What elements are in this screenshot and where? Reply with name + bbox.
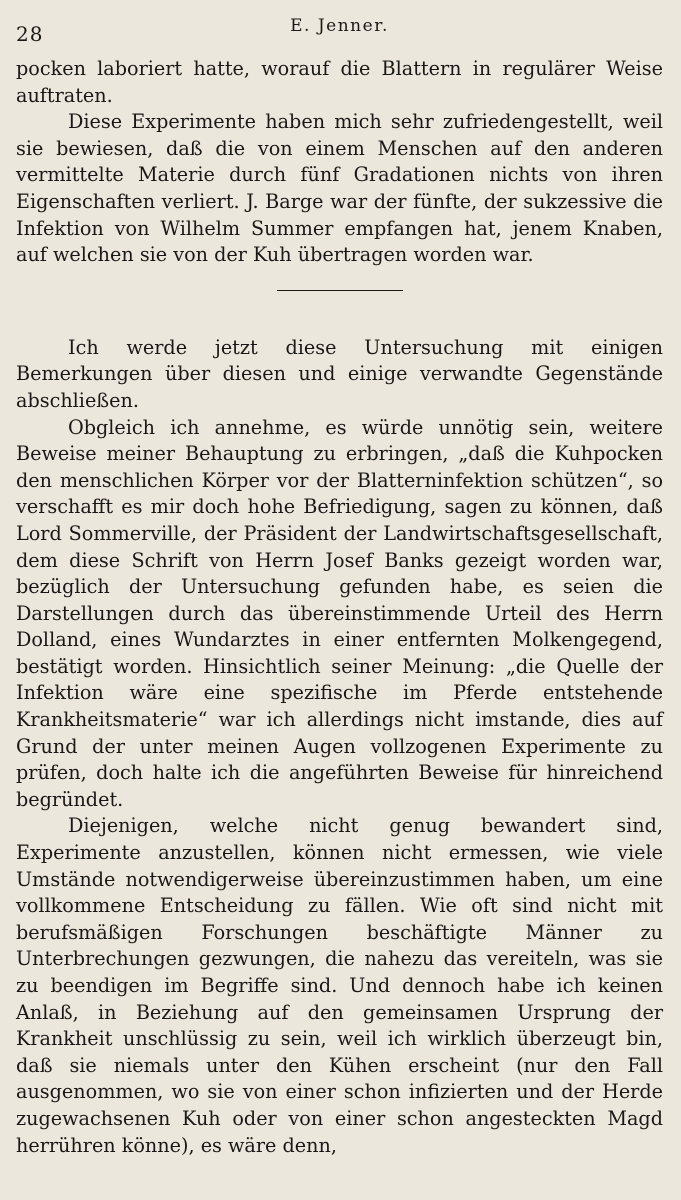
page-body (16, 56, 663, 1159)
paragraph: Ich werde jetzt diese Untersuchung mit einigen Bemerkungen über diesen und einige verwandte Gegenstände abschließen. (16, 335, 663, 412)
section-divider (277, 290, 403, 291)
page-header (16, 16, 663, 56)
paragraph-continuation: pocken laboriert hatte, worauf die Blattern in regulärer Weise auftraten. (16, 57, 663, 107)
paragraph: Obgleich ich annehme, es würde unnötig sein, weitere Beweise meiner Behauptung zu erbringen, „daß die Kuhpocken den menschlichen Körper vor der Blatterninfektion schützen“, so verschafft es mir doch hohe Befriedigung, sagen zu können, daß Lord Sommerville, der Präsident der Landwirtschaftsgesellschaft, dem diese Schrift von Herrn Josef Banks gezeigt worden war, bezüglich der Untersuchung gefunden habe, es seien die Darstellungen durch das übereinstimmende Urteil des Herrn Dolland, eines Wundarztes in einer entfernten Molkengegend, bestätigt worden. Hinsichtlich seiner Meinung: „die Quelle der Infektion wäre eine spezifische im Pferde entstehende Krankheitsmaterie“ war ich allerdings nicht imstande, dies auf Grund der unter meinen Augen vollzogenen Experimente zu prüfen, doch halte ich die angeführten Beweise für hinreichend begründet. (16, 415, 663, 811)
page-number: 28 (16, 22, 44, 46)
paragraph: Diese Experimente haben mich sehr zufriedengestellt, weil sie bewiesen, daß die von einem Menschen auf den anderen vermittelte Materie durch fünf Gradationen nichts von ihren Eigenschaften verliert. J. Barge war der fünfte, der sukzessive die Infektion von Wilhelm Summer empfangen hat, jenem Knaben, auf welchen sie von der Kuh übertragen worden war. (16, 110, 663, 267)
paragraph: Diejenigen, welche nicht genug bewandert sind, Experimente anzustellen, können nicht ermessen, wie viele Umstände notwendigerweise übereinzustimmen haben, um eine vollkommene Entscheidung zu fällen. Wie oft sind nicht mit berufsmäßigen Forschungen beschäftigte Männer zu Unterbrechungen gezwungen, die nahezu das vereiteln, was sie zu beendigen im Begriffe sind. Und dennoch habe ich keinen Anlaß, in Beziehung auf den gemeinsamen Ursprung der Krankheit unschlüssig zu sein, weil ich wirklich überzeugt bin, daß sie niemals unter den Kühen erscheint (nur den Fall ausgenommen, wo sie von einer schon infizierten und der Herde zugewachsenen Kuh oder von einer schon angesteckten Magd herrühren könne), es wäre denn, (16, 814, 663, 1157)
running-title: E. Jenner. (290, 16, 389, 36)
